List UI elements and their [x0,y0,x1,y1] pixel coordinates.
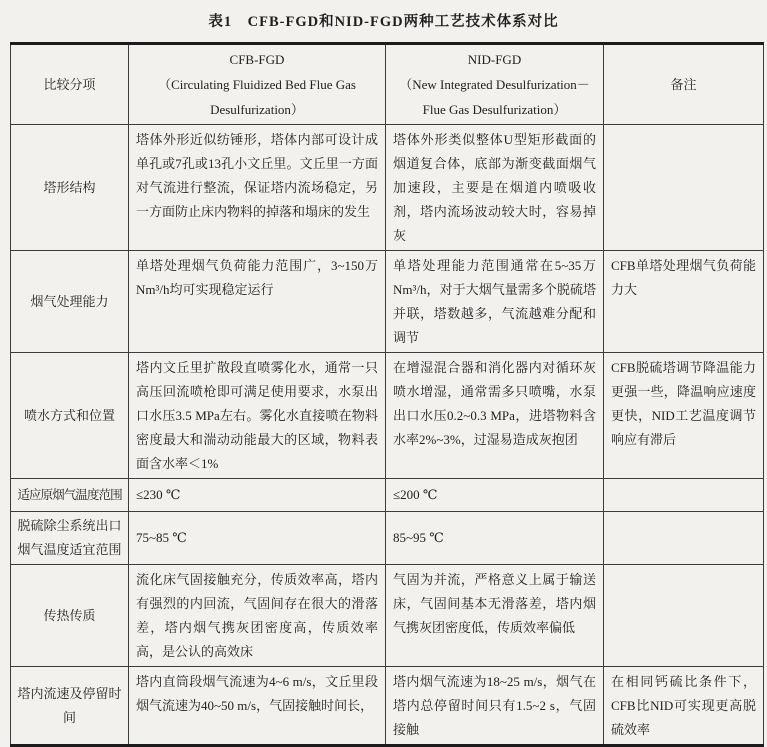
nid-cell: 85~95 ℃ [386,512,604,565]
note-cell [604,512,764,565]
note-cell [604,125,764,251]
row-label: 塔内流速及停留时间 [11,667,129,746]
cfb-cell: 塔体外形近似纺锤形，塔体内部可设计成单孔或7孔或13孔小文丘里。文丘里一方面对气流进行整流，保证塔内流场稳定，另一方面防止床内物料的掉落和塌床的发生 [129,125,386,251]
row-label: 喷水方式和位置 [11,353,129,479]
table-row-water-spray [11,353,764,479]
row-label: 脱硫除尘系统出口烟气温度适宜范围 [11,512,129,565]
table-row-outlet-temp-range [11,512,764,565]
nid-cell: 气固为并流，严格意义上属于输送床，气固间基本无滑落差，塔内烟气携灰团密度低，传质效率偏低 [386,565,604,667]
header-row [11,44,764,125]
cfb-cell: ≤230 ℃ [129,479,386,512]
table-row-gas-capacity [11,251,764,353]
note-cell: 在相同钙硫比条件下，CFB比NID可实现更高脱硫效率 [604,667,764,746]
table-row-inlet-temp-range [11,479,764,512]
header-cfb-name: CFB-FGD [229,52,285,67]
header-cfb-fgd [129,44,386,125]
note-cell: CFB单塔处理烟气负荷能力大 [604,251,764,353]
nid-cell: 塔内烟气流速为18~25 m/s，烟气在塔内总停留时间只有1.5~2 s，气固接触 [386,667,604,746]
header-remarks: 备注 [604,44,764,125]
nid-cell: 单塔处理能力范围通常在5~35万Nm³/h，对于大烟气量需多个脱硫塔并联，塔数越多，气流越难分配和调节 [386,251,604,353]
header-compare-items: 比较分项 [11,44,129,125]
header-nid-fgd [386,44,604,125]
nid-cell: 在增湿混合器和消化器内对循环灰喷水增湿，通常需多只喷嘴，水泵出口水压0.2~0.3 MPa，进塔物料含水率2%~3%，过湿易造成灰抱团 [386,353,604,479]
row-label: 塔形结构 [11,125,129,251]
row-label: 适应原烟气温度范围 [11,479,129,512]
nid-cell: 塔体外形类似整体U型矩形截面的烟道复合体，底部为渐变截面烟气加速段，主要是在烟道内喷吸收剂，塔内流场波动较大时，容易掉灰 [386,125,604,251]
note-cell [604,479,764,512]
row-label: 烟气处理能力 [11,251,129,353]
table-row-tower-structure [11,125,764,251]
cfb-cell: 流化床气固接触充分，传质效率高，塔内有强烈的内回流，气固间存在很大的滑落差，塔内烟气携灰团密度高，传质效率高，是公认的高效床 [129,565,386,667]
header-nid-fullname: （New Integrated Desulfurization－Flue Gas Desulfurization） [399,77,590,117]
cfb-cell: 75~85 ℃ [129,512,386,565]
nid-cell: ≤200 ℃ [386,479,604,512]
note-cell [604,565,764,667]
header-cfb-fullname: （Circulating Fluidized Bed Flue Gas Desulfurization） [158,77,356,117]
comparison-table [10,42,764,747]
table-row-velocity-residence-time [11,667,764,746]
cfb-cell: 塔内直筒段烟气流速为4~6 m/s，文丘里段烟气流速为40~50 m/s，气固接触时间长， [129,667,386,746]
page-title: 表1 CFB-FGD和NID-FGD两种工艺技术体系对比 [208,14,559,30]
cfb-cell: 单塔处理烟气负荷能力范围广，3~150万Nm³/h均可实现稳定运行 [129,251,386,353]
table-row-heat-mass-transfer [11,565,764,667]
header-nid-name: NID-FGD [467,52,522,67]
row-label: 传热传质 [11,565,129,667]
note-cell: CFB脱硫塔调节降温能力更强一些，降温响应速度更快，NID工艺温度调节响应有滞后 [604,353,764,479]
cfb-cell: 塔内文丘里扩散段直喷雾化水，通常一只高压回流喷枪即可满足使用要求，水泵出口水压3.5 MPa左右。雾化水直接喷在物料密度最大和湍动动能最大的区域，物料表面含水率＜1% [129,353,386,479]
